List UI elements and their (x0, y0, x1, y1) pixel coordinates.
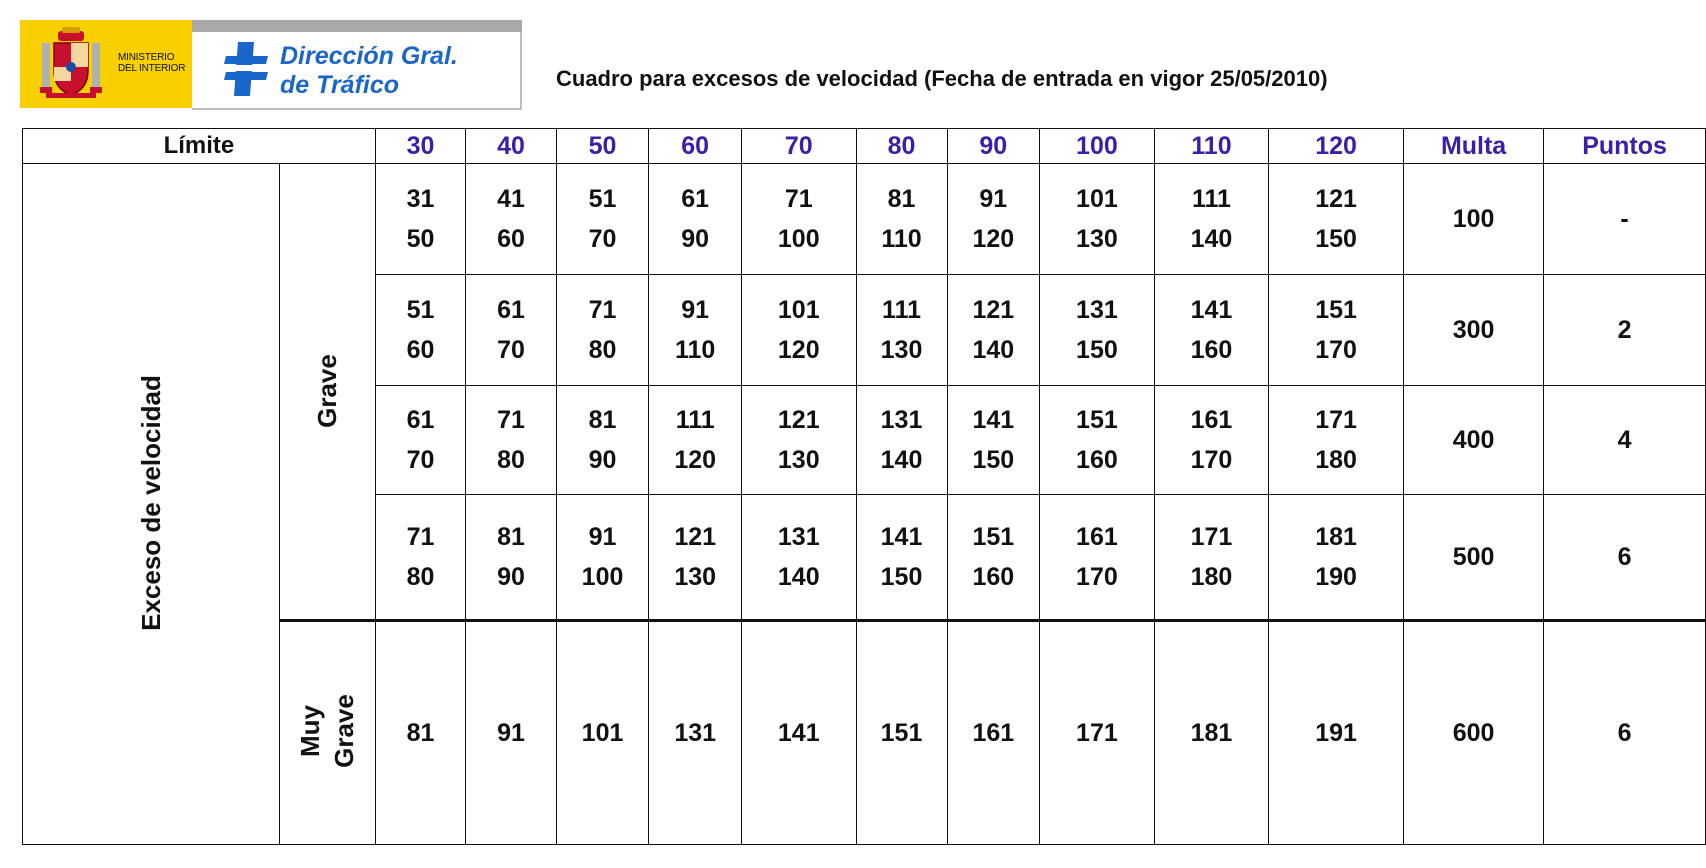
range-max: 150 (1076, 336, 1118, 364)
range-min: 91 (681, 296, 710, 324)
limit-header-120: 120 (1269, 129, 1404, 164)
dgt-logo-icon (224, 42, 270, 98)
logo-top-bar (192, 20, 522, 32)
limit-header-80: 80 (856, 129, 947, 164)
range-cell (466, 275, 556, 386)
range-max: 160 (1076, 446, 1118, 474)
range-cell (649, 495, 742, 621)
range-max: 140 (777, 563, 820, 591)
grave-label: Grave (312, 353, 343, 428)
points-cell: 6 (1544, 621, 1706, 845)
range-max: 110 (675, 336, 716, 364)
value-cell: 181 (1154, 621, 1269, 845)
muy-grave-group (279, 621, 375, 845)
range-min: 151 (972, 523, 1015, 551)
range-min: 61 (681, 185, 710, 213)
limit-header-50: 50 (556, 129, 649, 164)
range-min: 51 (588, 185, 617, 213)
header-row (23, 129, 1706, 164)
range-cell (1154, 495, 1269, 621)
dgt-name (280, 42, 458, 100)
range-min: 71 (784, 185, 813, 213)
speeding-fines-table (22, 128, 1706, 845)
muy-grave-line-1: Muy (295, 705, 326, 758)
range-cell (742, 386, 857, 495)
coat-of-arms-icon (36, 27, 106, 101)
range-max: 90 (497, 563, 525, 591)
range-max: 170 (1190, 446, 1233, 474)
range-cell (1040, 386, 1155, 495)
ministry-line-2: DEL INTERIOR (118, 63, 186, 74)
range-max: 150 (1315, 225, 1357, 253)
range-max: 160 (972, 563, 1015, 591)
range-cell (375, 386, 465, 495)
value-cell: 131 (649, 621, 742, 845)
range-min: 61 (497, 296, 525, 324)
range-min: 161 (1076, 523, 1118, 551)
range-min: 31 (406, 185, 435, 213)
range-cell (556, 386, 649, 495)
limit-header-100: 100 (1040, 129, 1155, 164)
dgt-name-line-1: Dirección Gral. (280, 42, 458, 70)
speed-excess-label: Exceso de velocidad (135, 375, 166, 631)
points-cell: 2 (1544, 275, 1706, 386)
range-cell (856, 164, 947, 275)
muy-grave-line-2: Grave (329, 694, 360, 768)
range-cell (1269, 275, 1404, 386)
range-max: 80 (406, 563, 435, 591)
range-max: 130 (880, 336, 923, 364)
range-cell (1040, 275, 1155, 386)
range-cell (649, 275, 742, 386)
range-min: 91 (979, 185, 1008, 213)
range-max: 120 (674, 446, 717, 474)
range-cell (742, 164, 857, 275)
limit-header-90: 90 (947, 129, 1040, 164)
range-max: 180 (1315, 446, 1357, 474)
range-max: 150 (880, 563, 923, 591)
value-cell: 81 (375, 621, 465, 845)
range-max: 110 (881, 225, 922, 253)
fine-header: Multa (1404, 129, 1544, 164)
range-cell (556, 275, 649, 386)
range-min: 111 (1191, 185, 1231, 213)
range-min: 181 (1315, 523, 1357, 551)
dgt-name-line-2: de Tráfico (280, 71, 400, 99)
range-max: 140 (972, 336, 1015, 364)
value-cell: 141 (742, 621, 857, 845)
range-max: 120 (972, 225, 1015, 253)
range-max: 70 (497, 336, 525, 364)
range-max: 80 (497, 446, 525, 474)
limit-header-40: 40 (466, 129, 556, 164)
range-cell (742, 275, 857, 386)
value-cell: 161 (947, 621, 1040, 845)
range-min: 71 (406, 523, 435, 551)
range-cell (375, 275, 465, 386)
range-min: 111 (882, 296, 921, 324)
range-min: 101 (1076, 185, 1118, 213)
points-cell: 4 (1544, 386, 1706, 495)
grave-group (279, 164, 375, 621)
range-min: 121 (972, 296, 1015, 324)
points-cell: - (1544, 164, 1706, 275)
range-cell (947, 275, 1040, 386)
range-min: 141 (880, 523, 923, 551)
limit-header-110: 110 (1154, 129, 1269, 164)
range-min: 81 (588, 406, 617, 434)
range-cell (1269, 164, 1404, 275)
range-min: 41 (497, 185, 525, 213)
value-cell: 191 (1269, 621, 1404, 845)
range-cell (856, 275, 947, 386)
range-cell (466, 495, 556, 621)
value-cell: 91 (466, 621, 556, 845)
range-min: 101 (777, 296, 820, 324)
range-min: 131 (880, 406, 923, 434)
range-max: 140 (1190, 225, 1233, 253)
range-max: 60 (406, 336, 435, 364)
speed-excess-group (23, 164, 280, 845)
range-cell (375, 164, 465, 275)
fine-cell: 500 (1404, 495, 1544, 621)
range-min: 141 (1190, 296, 1233, 324)
range-min: 121 (674, 523, 717, 551)
range-cell (466, 386, 556, 495)
range-cell (1040, 495, 1155, 621)
points-header: Puntos (1544, 129, 1706, 164)
range-max: 130 (674, 563, 717, 591)
limit-header-30: 30 (375, 129, 465, 164)
range-max: 160 (1190, 336, 1233, 364)
range-min: 161 (1190, 406, 1233, 434)
range-max: 150 (972, 446, 1015, 474)
range-max: 100 (581, 563, 624, 591)
range-cell (556, 495, 649, 621)
fine-cell: 100 (1404, 164, 1544, 275)
range-cell (947, 386, 1040, 495)
value-cell: 171 (1040, 621, 1155, 845)
range-max: 130 (1076, 225, 1118, 253)
range-cell (1154, 386, 1269, 495)
range-min: 121 (777, 406, 820, 434)
range-max: 90 (681, 225, 710, 253)
range-cell (1154, 275, 1269, 386)
range-cell (1040, 164, 1155, 275)
range-max: 130 (777, 446, 820, 474)
limit-header-70: 70 (742, 129, 857, 164)
range-min: 81 (497, 523, 525, 551)
range-max: 170 (1315, 336, 1357, 364)
page-title: Cuadro para excesos de velocidad (Fecha de entrada en vigor 25/05/2010) (556, 66, 1328, 91)
range-max: 100 (777, 225, 820, 253)
range-max: 140 (880, 446, 923, 474)
range-max: 60 (497, 225, 525, 253)
range-min: 171 (1315, 406, 1357, 434)
value-cell: 151 (856, 621, 947, 845)
range-cell (1269, 386, 1404, 495)
value-cell: 101 (556, 621, 649, 845)
range-min: 71 (588, 296, 617, 324)
range-cell (856, 495, 947, 621)
ministry-name (118, 52, 185, 74)
range-min: 121 (1315, 185, 1357, 213)
range-min: 91 (588, 523, 617, 551)
fine-cell: 300 (1404, 275, 1544, 386)
range-max: 50 (406, 225, 435, 253)
range-cell (649, 386, 742, 495)
range-cell (466, 164, 556, 275)
points-cell: 6 (1544, 495, 1706, 621)
range-min: 131 (1076, 296, 1118, 324)
fine-cell: 600 (1404, 621, 1544, 845)
range-max: 190 (1315, 563, 1357, 591)
range-max: 90 (588, 446, 617, 474)
range-min: 151 (1076, 406, 1118, 434)
range-max: 180 (1190, 563, 1233, 591)
range-cell (649, 164, 742, 275)
range-min: 81 (887, 185, 916, 213)
range-max: 70 (588, 225, 617, 253)
range-min: 141 (972, 406, 1015, 434)
range-min: 51 (406, 296, 435, 324)
range-cell (742, 495, 857, 621)
fine-cell: 400 (1404, 386, 1544, 495)
limit-header-60: 60 (649, 129, 742, 164)
range-max: 70 (406, 446, 435, 474)
muy-grave-label (293, 694, 361, 768)
range-min: 171 (1190, 523, 1233, 551)
range-cell (947, 495, 1040, 621)
range-min: 71 (497, 406, 525, 434)
range-max: 80 (588, 336, 617, 364)
range-min: 131 (777, 523, 820, 551)
range-min: 61 (406, 406, 435, 434)
range-cell (556, 164, 649, 275)
range-cell (1154, 164, 1269, 275)
limit-header: Límite (23, 129, 376, 164)
range-cell (375, 495, 465, 621)
range-cell (1269, 495, 1404, 621)
range-min: 111 (675, 406, 715, 434)
range-max: 120 (777, 336, 820, 364)
range-max: 170 (1076, 563, 1118, 591)
table-row (23, 164, 1706, 275)
range-min: 151 (1315, 296, 1357, 324)
range-cell (856, 386, 947, 495)
range-cell (947, 164, 1040, 275)
ministry-line-1: MINISTERIO (118, 52, 175, 63)
